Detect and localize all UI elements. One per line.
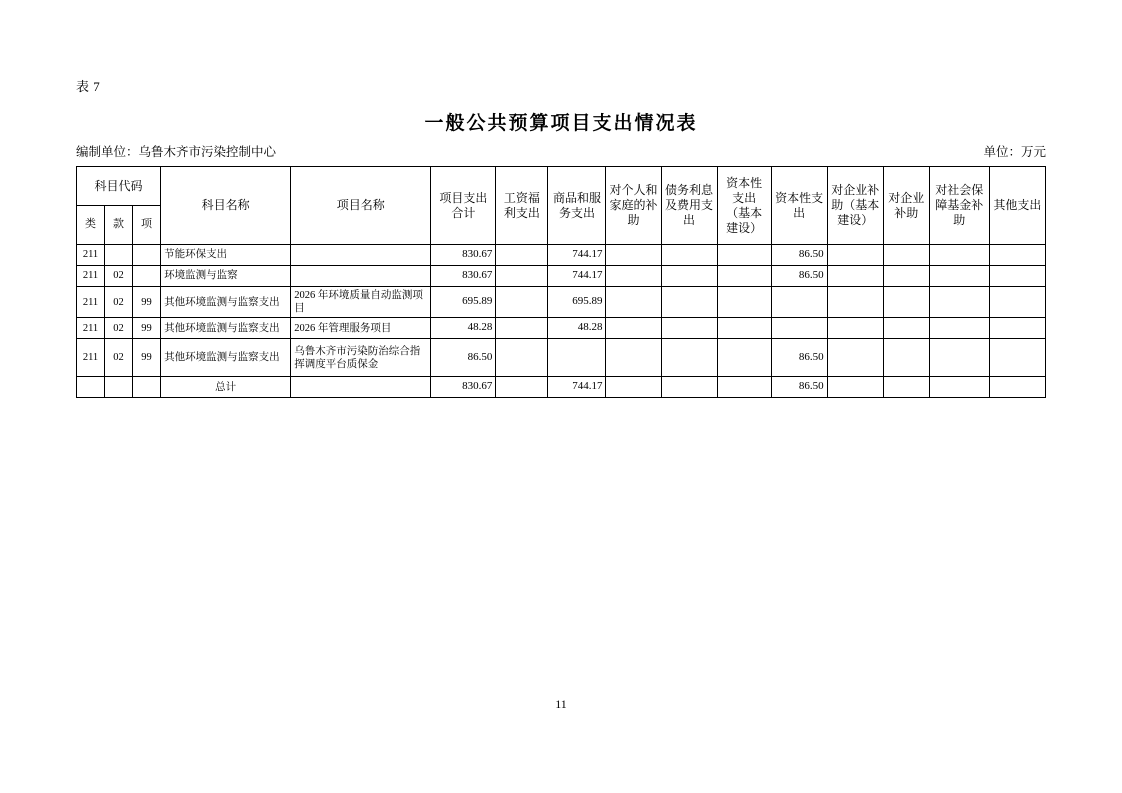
header-enterprise-basic: 对企业补助（基本建设）	[827, 167, 883, 245]
header-enterprise-subsidy: 对企业补助	[883, 167, 929, 245]
table-body	[77, 245, 1046, 398]
cell-enterprise-basic	[827, 377, 883, 398]
cell-capital: 86.50	[771, 339, 827, 377]
header-code-section: 款	[105, 206, 133, 245]
cell-code-class: 211	[77, 266, 105, 287]
header-debt-interest-fee: 债务利息及费用支出	[661, 167, 717, 245]
cell-other-expenditure	[989, 377, 1045, 398]
cell-personal-family-subsidy	[606, 266, 661, 287]
cell-project-name: 2026 年管理服务项目	[291, 318, 431, 339]
header-capital: 资本性支出	[771, 167, 827, 245]
cell-salary-welfare	[496, 245, 548, 266]
cell-debt-interest-fee	[661, 377, 717, 398]
cell-subject-name: 节能环保支出	[161, 245, 291, 266]
table-total-row	[77, 377, 1046, 398]
cell-social-security-fund	[929, 245, 989, 266]
cell-subject-name: 环境监测与监察	[161, 266, 291, 287]
cell-project-name: 乌鲁木齐市污染防治综合指挥调度平台质保金	[291, 339, 431, 377]
cell-code-item	[133, 245, 161, 266]
cell-personal-family-subsidy	[606, 339, 661, 377]
prepared-by-label: 编制单位：乌鲁木齐市污染控制中心	[76, 145, 277, 159]
cell-salary-welfare	[496, 377, 548, 398]
cell-goods-services: 744.17	[548, 245, 606, 266]
cell-other-expenditure	[989, 287, 1045, 318]
cell-project-total: 48.28	[431, 318, 496, 339]
cell-capital	[771, 287, 827, 318]
cell-salary-welfare	[496, 266, 548, 287]
cell-capital-basic	[717, 318, 771, 339]
cell-code-item: 99	[133, 339, 161, 377]
cell-code-section: 02	[105, 318, 133, 339]
meta-row	[76, 142, 1046, 160]
cell-code-item	[133, 266, 161, 287]
cell-code-item: 99	[133, 287, 161, 318]
cell-social-security-fund	[929, 377, 989, 398]
cell-capital: 86.50	[771, 266, 827, 287]
cell-subject-name: 其他环境监测与监察支出	[161, 339, 291, 377]
cell-enterprise-subsidy	[883, 318, 929, 339]
header-personal-family-subsidy: 对个人和家庭的补助	[606, 167, 661, 245]
table-row	[77, 339, 1046, 377]
header-goods-services: 商品和服务支出	[548, 167, 606, 245]
cell-subject-name: 其他环境监测与监察支出	[161, 318, 291, 339]
cell-enterprise-subsidy	[883, 287, 929, 318]
cell-capital-basic	[717, 287, 771, 318]
cell-social-security-fund	[929, 287, 989, 318]
cell-code-class: 211	[77, 287, 105, 318]
table-row	[77, 266, 1046, 287]
cell-project-total: 830.67	[431, 245, 496, 266]
cell-total-label: 总计	[161, 377, 291, 398]
cell-enterprise-basic	[827, 339, 883, 377]
table-label: 表 7	[76, 79, 101, 94]
cell-code-section: 02	[105, 287, 133, 318]
header-social-security-fund: 对社会保障基金补助	[929, 167, 989, 245]
cell-social-security-fund	[929, 266, 989, 287]
page-title: 一般公共预算项目支出情况表	[424, 113, 698, 134]
cell-code-section	[105, 245, 133, 266]
cell-other-expenditure	[989, 339, 1045, 377]
header-capital-basic: 资本性支出（基本建设）	[717, 167, 771, 245]
cell-enterprise-subsidy	[883, 339, 929, 377]
cell-code-class: 211	[77, 339, 105, 377]
cell-capital-basic	[717, 377, 771, 398]
cell-code-section: 02	[105, 339, 133, 377]
cell-personal-family-subsidy	[606, 245, 661, 266]
cell-debt-interest-fee	[661, 245, 717, 266]
cell-project-total: 830.67	[431, 377, 496, 398]
cell-salary-welfare	[496, 287, 548, 318]
cell-capital-basic	[717, 266, 771, 287]
cell-capital-basic	[717, 339, 771, 377]
cell-capital: 86.50	[771, 377, 827, 398]
cell-capital-basic	[717, 245, 771, 266]
cell-other-expenditure	[989, 245, 1045, 266]
cell-debt-interest-fee	[661, 318, 717, 339]
cell-project-name	[291, 245, 431, 266]
cell-project-total: 86.50	[431, 339, 496, 377]
header-code-item: 项	[133, 206, 161, 245]
cell-enterprise-basic	[827, 266, 883, 287]
cell-salary-welfare	[496, 339, 548, 377]
cell-goods-services	[548, 339, 606, 377]
header-subject-name: 科目名称	[161, 167, 291, 245]
header-salary-welfare: 工资福利支出	[496, 167, 548, 245]
cell-project-name	[291, 377, 431, 398]
cell-personal-family-subsidy	[606, 318, 661, 339]
cell-code-item: 99	[133, 318, 161, 339]
cell-goods-services: 744.17	[548, 377, 606, 398]
table-row	[77, 245, 1046, 266]
cell-other-expenditure	[989, 318, 1045, 339]
cell-enterprise-basic	[827, 287, 883, 318]
cell-enterprise-subsidy	[883, 377, 929, 398]
cell-goods-services: 695.89	[548, 287, 606, 318]
cell-capital: 86.50	[771, 245, 827, 266]
header-subject-code: 科目代码	[77, 167, 161, 206]
cell-debt-interest-fee	[661, 339, 717, 377]
header-other-expenditure: 其他支出	[989, 167, 1045, 245]
cell-social-security-fund	[929, 339, 989, 377]
cell-project-name: 2026 年环境质量自动监测项目	[291, 287, 431, 318]
cell-subject-name: 其他环境监测与监察支出	[161, 287, 291, 318]
cell-project-name	[291, 266, 431, 287]
cell-project-total: 830.67	[431, 266, 496, 287]
cell-debt-interest-fee	[661, 287, 717, 318]
cell-code-class: 211	[77, 245, 105, 266]
cell-capital	[771, 318, 827, 339]
cell-code-class	[77, 377, 105, 398]
cell-social-security-fund	[929, 318, 989, 339]
cell-enterprise-subsidy	[883, 266, 929, 287]
cell-enterprise-basic	[827, 318, 883, 339]
page-number: 11	[555, 697, 567, 711]
cell-debt-interest-fee	[661, 266, 717, 287]
header-project-total: 项目支出合计	[431, 167, 496, 245]
table-row	[77, 318, 1046, 339]
header-project-name: 项目名称	[291, 167, 431, 245]
cell-code-section: 02	[105, 266, 133, 287]
budget-table	[76, 166, 1046, 398]
cell-code-class: 211	[77, 318, 105, 339]
cell-personal-family-subsidy	[606, 377, 661, 398]
cell-salary-welfare	[496, 318, 548, 339]
cell-personal-family-subsidy	[606, 287, 661, 318]
cell-goods-services: 48.28	[548, 318, 606, 339]
cell-goods-services: 744.17	[548, 266, 606, 287]
header-code-class: 类	[77, 206, 105, 245]
table-row	[77, 287, 1046, 318]
cell-project-total: 695.89	[431, 287, 496, 318]
cell-enterprise-subsidy	[883, 245, 929, 266]
cell-code-section	[105, 377, 133, 398]
cell-code-item	[133, 377, 161, 398]
cell-other-expenditure	[989, 266, 1045, 287]
unit-label: 单位：万元	[983, 145, 1046, 159]
cell-enterprise-basic	[827, 245, 883, 266]
